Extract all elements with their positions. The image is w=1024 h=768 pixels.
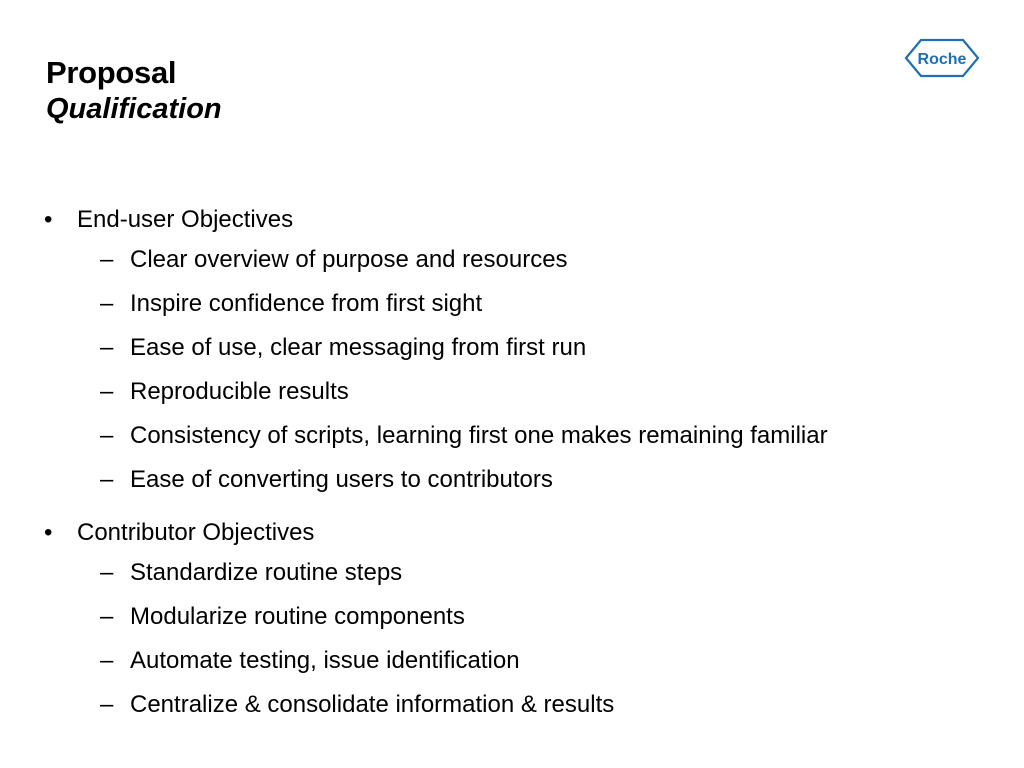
- list-item-text: Clear overview of purpose and resources: [130, 246, 568, 273]
- bullet-heading: [44, 515, 994, 551]
- page-title: Proposal: [46, 55, 177, 90]
- sub-list: [44, 238, 994, 502]
- list-item-text: Reproducible results: [130, 378, 349, 405]
- list-item: [44, 370, 994, 414]
- list-item: [44, 639, 994, 683]
- list-item: [44, 551, 994, 595]
- dash-glyph: –: [100, 466, 114, 493]
- sub-list: [44, 551, 994, 727]
- roche-hexagon-logo-icon: [904, 38, 980, 78]
- sub-items: [44, 238, 994, 502]
- page-subtitle: Qualification: [46, 93, 222, 125]
- list-item: [44, 458, 994, 502]
- list-item-text: Automate testing, issue identification: [130, 647, 520, 674]
- heading-text: End-user Objectives: [77, 206, 294, 233]
- logo-text: Roche: [917, 51, 967, 68]
- list-item-text: Inspire confidence from first sight: [130, 290, 483, 317]
- list-item-text: Consistency of scripts, learning first one makes remaining familiar: [130, 422, 828, 449]
- dash-glyph: –: [100, 422, 114, 449]
- bullet-heading: [44, 202, 994, 238]
- list-item: [44, 595, 994, 639]
- roche-logo: [904, 38, 980, 78]
- dash-glyph: –: [100, 378, 114, 405]
- dash-glyph: –: [100, 691, 114, 718]
- list-item-text: Centralize & consolidate information & results: [130, 691, 615, 718]
- dash-glyph: –: [100, 246, 114, 273]
- content: [44, 202, 994, 727]
- heading-text: Contributor Objectives: [77, 519, 315, 546]
- list-item-text: Ease of converting users to contributors: [130, 466, 553, 493]
- list-item-text: Modularize routine components: [130, 603, 465, 630]
- dash-glyph: –: [100, 290, 114, 317]
- list-item: [44, 683, 994, 727]
- dash-glyph: –: [100, 647, 114, 674]
- section-end-user: [44, 202, 994, 502]
- bullet-glyph: •: [44, 206, 53, 233]
- list-item-text: Ease of use, clear messaging from first run: [130, 334, 587, 361]
- sub-items: [44, 551, 994, 727]
- dash-glyph: –: [100, 334, 114, 361]
- list-item: [44, 414, 994, 458]
- title-block: [46, 54, 222, 126]
- list-item-text: Standardize routine steps: [130, 559, 403, 586]
- dash-glyph: –: [100, 603, 114, 630]
- list-item: [44, 326, 994, 370]
- list-item: [44, 282, 994, 326]
- section-contributor: [44, 515, 994, 727]
- list-item: [44, 238, 994, 282]
- dash-glyph: –: [100, 559, 114, 586]
- bullet-glyph: •: [44, 519, 53, 546]
